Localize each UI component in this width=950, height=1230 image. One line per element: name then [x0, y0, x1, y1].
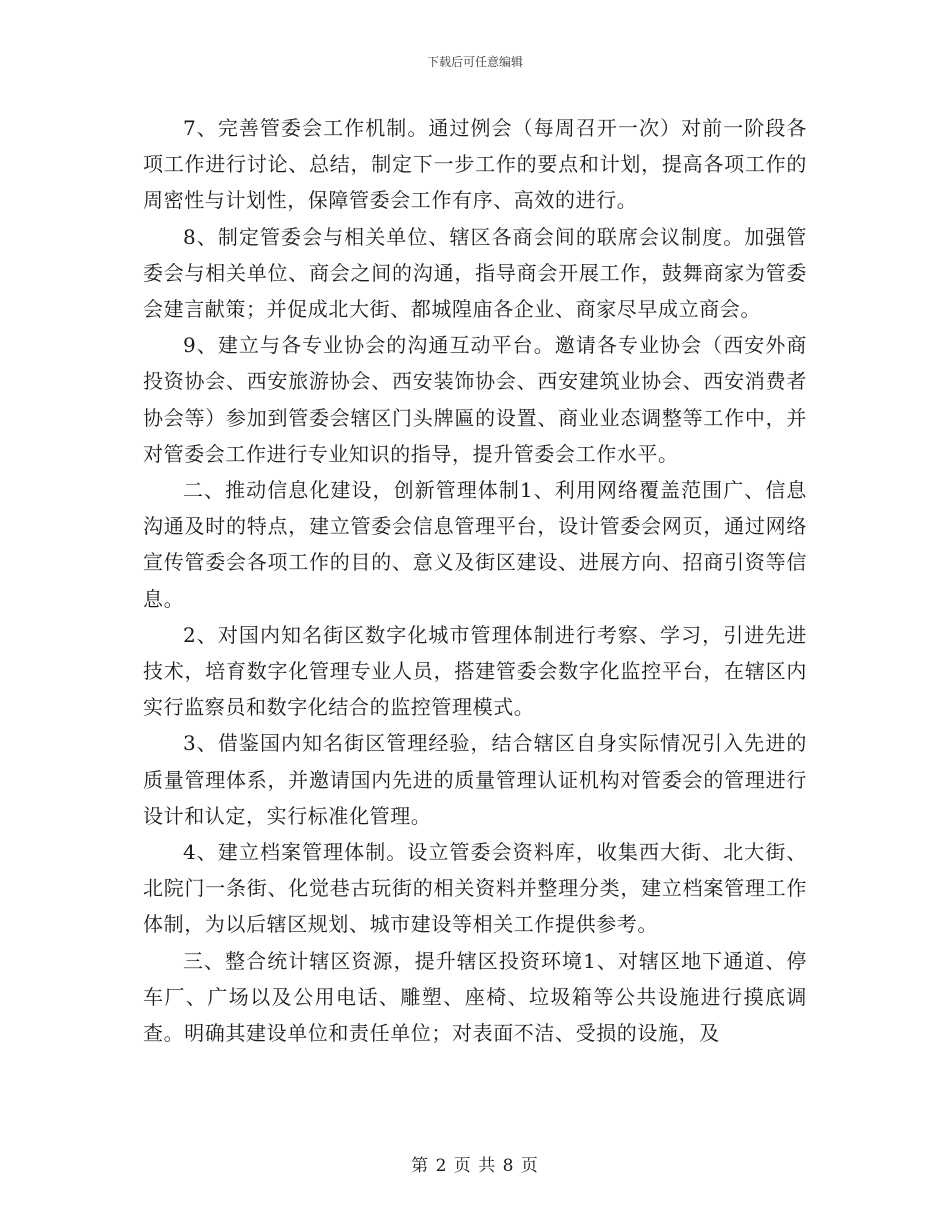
paragraph-7: 7、完善管委会工作机制。通过例会（每周召开一次）对前一阶段各项工作进行讨论、总结，制定下一步工作的要点和计划，提高各项工作的周密性与计划性，保障管委会工作有序、高效的进行。	[143, 116, 807, 213]
page-footer: 第 2 页 共 8 页	[411, 1156, 539, 1176]
paragraph-8: 8、制定管委会与相关单位、辖区各商会间的联席会议制度。加强管委会与相关单位、商会之间的沟通，指导商会开展工作，鼓舞商家为管委会建言献策；并促成北大街、都城隍庙各企业、商家尽早成立商会。	[143, 224, 807, 322]
paragraph-4: 4、建立档案管理体制。设立管委会资料库，收集西大街、北大街、北院门一条街、化觉巷古玩街的相关资料并整理分类，建立档案管理工作体制，为以后辖区规划、城市建设等相关工作提供参考。	[143, 840, 807, 937]
paragraph-2: 2、对国内知名街区数字化城市管理体制进行考察、学习，引进先进技术，培育数字化管理专业人员，搭建管委会数字化监控平台，在辖区内实行监察员和数字化结合的监控管理模式。	[143, 622, 807, 720]
paragraph-section-2: 二、推动信息化建设，创新管理体制1、利用网络覆盖范围广、信息沟通及时的特点，建立管委会信息管理平台，设计管委会网页，通过网络宣传管委会各项工作的目的、意义及街区建设、进展方向、招商引资等信息。	[143, 478, 807, 611]
paragraph-3: 3、借鉴国内知名街区管理经验，结合辖区自身实际情况引入先进的质量管理体系，并邀请国内先进的质量管理认证机构对管委会的管理进行设计和认定，实行标准化管理。	[143, 731, 807, 828]
paragraph-section-3: 三、整合统计辖区资源，提升辖区投资环境1、对辖区地下通道、停车厂、广场以及公用电话、雕塑、座椅、垃圾箱等公共设施进行摸底调查。明确其建设单位和责任单位；对表面不洁、受损的设施，及	[143, 948, 807, 1046]
page-header: 下载后可任意编辑	[426, 55, 523, 69]
document-body	[143, 110, 807, 1051]
paragraph-9: 9、建立与各专业协会的沟通互动平台。邀请各专业协会（西安外商投资协会、西安旅游协会、西安装饰协会、西安建筑业协会、西安消费者协会等）参加到管委会辖区门头牌匾的设置、商业业态调整等工作中，并对管委会工作进行专业知识的指导，提升管委会工作水平。	[143, 333, 807, 466]
